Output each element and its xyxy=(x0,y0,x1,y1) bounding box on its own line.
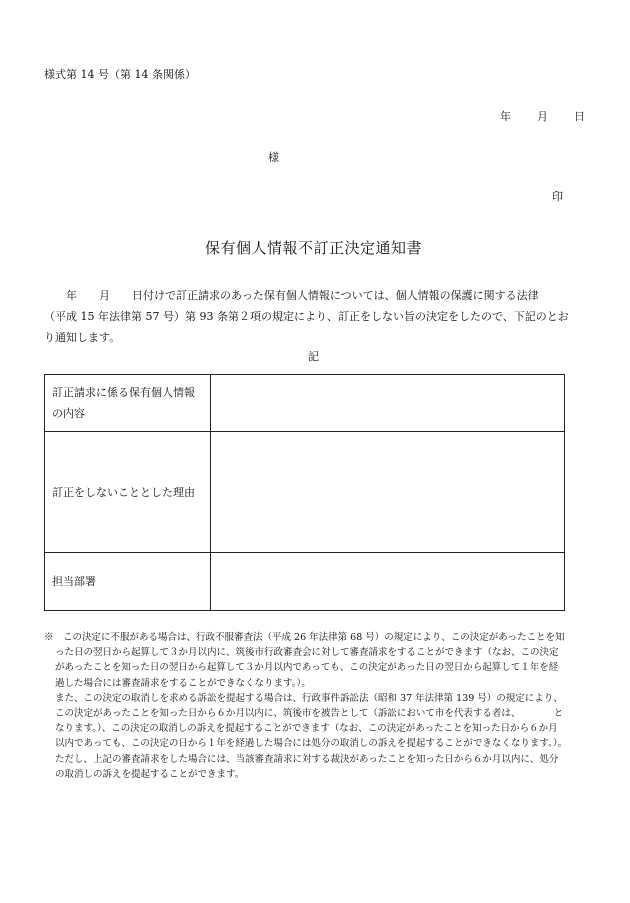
table-value-cell xyxy=(211,375,565,432)
body-paragraph xyxy=(44,285,592,348)
table-label-line: 担当部署 xyxy=(52,575,96,588)
table-value-cell xyxy=(211,553,565,611)
table-label-line: 訂正請求に係る保有個人情報 xyxy=(52,386,195,399)
note-line: があったことを知った日の翌日から起算して３か月以内であっても、この決定があった日の翌日から起算して１年を経 xyxy=(55,662,559,674)
body-line: 年 月 日付けで訂正請求のあった保有個人情報については、個人情報の保護に関する法律 xyxy=(44,289,539,302)
document-title: 保有個人情報不訂正決定通知書 xyxy=(205,239,423,257)
notes-section xyxy=(44,630,594,782)
note-line: ※ この決定に不服がある場合は、行政不服審査法（平成 26 年法律第 68 号）の規定により、この決定があったことを知 xyxy=(44,632,565,643)
note-line: の取消しの訴えを提起することができます。 xyxy=(55,768,245,780)
date-day-label: 日 xyxy=(574,110,585,123)
table-label-cell xyxy=(45,553,211,611)
table-row xyxy=(45,375,565,432)
date-month-label: 月 xyxy=(537,110,548,123)
date-line xyxy=(500,108,585,124)
body-line: （平成 15 年法律第 57 号）第 93 条第２項の規定により、訂正をしない旨の決定をしたので、下記のとお xyxy=(44,310,569,323)
table-label-line: の内容 xyxy=(52,407,85,420)
date-year-label: 年 xyxy=(500,110,511,123)
body-line: り通知します。 xyxy=(44,331,121,344)
table-row xyxy=(45,432,565,553)
note-line: 過した場合には審査請求をすることができなくなります。）。 xyxy=(55,677,311,689)
seal-mark: 印 xyxy=(552,190,563,203)
note-line: なります。）、この決定の取消しの訴えを提起することができます（なお、この決定があったことを知った日から６か月 xyxy=(55,723,558,735)
form-number: 様式第 14 号（第 14 条関係） xyxy=(44,68,196,81)
note-line: ただし、上記の審査請求をした場合には、当該審査請求に対する裁決があったことを知った日から６か月以内に、処分 xyxy=(55,753,559,765)
addressee-suffix: 様 xyxy=(268,151,279,164)
note-line: 以内であっても、この決定の日から１年を経過した場合には処分の取消しの訴えを提起することができなくなります。）。 xyxy=(55,738,568,750)
table-row xyxy=(45,553,565,611)
note-line: この決定があったことを知った日から６か月以内に、筑後市を被告として（訴訟において市を代表する者は、 と xyxy=(55,708,564,720)
table-label-cell xyxy=(45,432,211,553)
ki-heading: 記 xyxy=(308,350,319,363)
note-line: った日の翌日から起算して３か月以内に、筑後市行政審査会に対して審査請求をすることができます（なお、この決定 xyxy=(55,647,559,659)
table-label-line: 訂正をしないこととした理由 xyxy=(52,485,195,499)
note-line: また、この決定の取消しを求める訴訟を提起する場合は、行政事件訴訟法（昭和 37 年法律第 139 号）の規定により、 xyxy=(55,692,563,704)
info-table xyxy=(44,374,565,611)
table-value-cell xyxy=(211,432,565,553)
table-label-cell xyxy=(45,375,211,432)
